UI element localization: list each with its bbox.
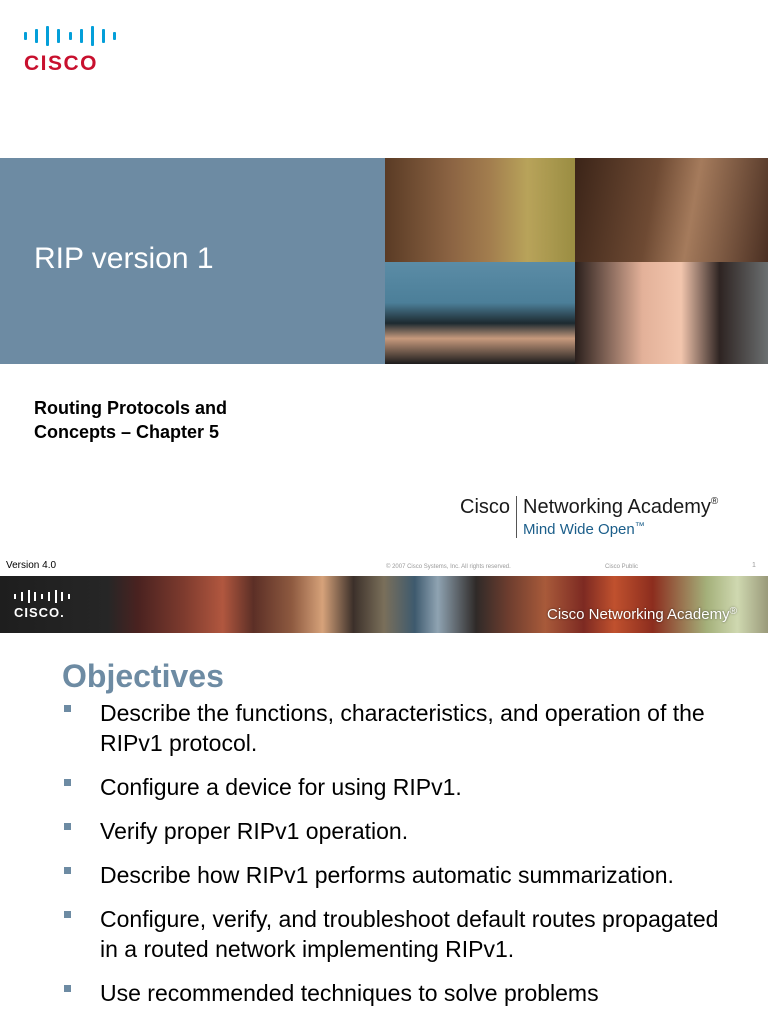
academy-name: Networking Academy — [523, 496, 711, 518]
bullet-text: Describe how RIPv1 performs automatic summarization. — [100, 862, 674, 888]
footer-classification: Cisco Public — [605, 564, 639, 570]
bullet-square-icon — [64, 867, 71, 874]
list-item — [62, 772, 742, 802]
bullet-square-icon — [64, 779, 71, 786]
slide-title: RIP version 1 — [34, 242, 214, 275]
banner-cisco-bars-icon — [14, 590, 70, 603]
academy-cisco-word: Cisco — [460, 496, 511, 518]
footer-copyright: © 2007 Cisco Systems, Inc. All rights reserved. — [386, 564, 511, 570]
academy-tagline: Mind Wide Open — [523, 521, 635, 538]
banner-cisco-wordmark: CISCO. — [14, 605, 65, 620]
networking-academy-logo: Cisco Networking Academy® Mind Wide Open™ — [460, 496, 719, 538]
academy-divider — [516, 496, 517, 538]
slide-footer — [0, 556, 768, 576]
list-item — [62, 978, 742, 1008]
bullet-text: Configure a device for using RIPv1. — [100, 774, 462, 800]
photo-young-man-skateboard — [385, 158, 575, 262]
slide-subtitle — [34, 396, 227, 444]
subtitle-line-2: Concepts – Chapter 5 — [34, 422, 220, 442]
cisco-bars-icon — [24, 24, 116, 48]
footer-page-number: 1 — [752, 562, 756, 569]
list-item — [62, 816, 742, 846]
bullet-square-icon — [64, 823, 71, 830]
banner-cisco-logo — [14, 590, 70, 620]
footer-version: Version 4.0 — [6, 560, 57, 571]
banner-academy-name: Cisco Networking Academy® — [547, 606, 737, 623]
bullet-text: Use recommended techniques to solve problems — [100, 980, 599, 1006]
photo-person-hood — [385, 262, 575, 364]
bullet-square-icon — [64, 705, 71, 712]
cisco-logo — [24, 24, 116, 74]
objectives-title: Objectives — [62, 658, 224, 694]
photo-young-man-smiling — [575, 158, 768, 262]
photo-collage — [385, 158, 768, 364]
objectives-slide — [0, 576, 768, 1024]
bullet-text: Describe the functions, characteristics, and operation of the RIPv1 protocol. — [100, 700, 705, 756]
subtitle-line-1: Routing Protocols and — [34, 398, 227, 418]
title-band — [0, 158, 385, 364]
list-item — [62, 904, 742, 964]
header-banner — [0, 576, 768, 633]
bullet-text: Verify proper RIPv1 operation. — [100, 818, 409, 844]
list-item — [62, 698, 742, 758]
bullet-square-icon — [64, 911, 71, 918]
objectives-list — [62, 698, 742, 1022]
bullet-text: Configure, verify, and troubleshoot default routes propagated in a routed network implementing RIPv1. — [100, 906, 719, 962]
photo-young-woman — [575, 262, 768, 364]
banner-academy-text: Cisco Networking Academy — [547, 606, 730, 623]
bullet-square-icon — [64, 985, 71, 992]
cisco-wordmark: CISCO — [24, 52, 99, 75]
list-item — [62, 860, 742, 890]
